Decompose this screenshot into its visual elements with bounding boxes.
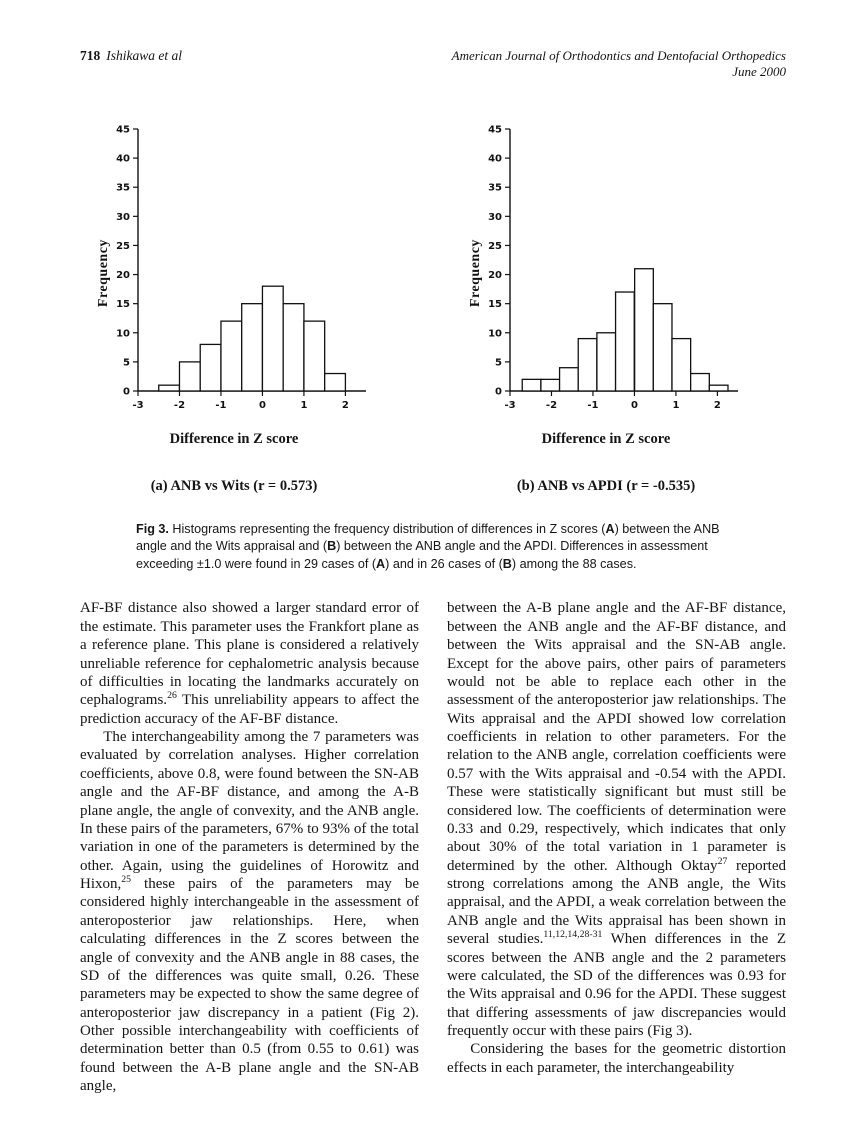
y-tick-label: 35: [116, 182, 130, 194]
journal-title: American Journal of Orthodontics and Dentofacial Orthopedics: [451, 48, 786, 63]
histogram-bar: [709, 385, 728, 391]
text-run: Fig 3.: [136, 521, 169, 536]
text-run: Histograms representing the frequency distribution of differences in Z scores (: [168, 521, 606, 536]
chart-caption-b: (b) ANB vs APDI (r = -0.535): [516, 477, 696, 494]
y-tick-label: 20: [116, 269, 130, 281]
x-axis-title-b: Difference in Z score: [541, 430, 671, 447]
paragraph: [447, 599, 786, 1040]
y-tick-label: 30: [488, 211, 502, 223]
histogram-bar: [283, 303, 304, 390]
reference-superscript: 25: [121, 874, 131, 885]
y-tick-label: 15: [116, 298, 130, 310]
figure-3: [80, 121, 786, 495]
x-tick-label: -1: [215, 399, 227, 411]
reference-superscript: 27: [717, 855, 728, 867]
x-tick-label: 2: [341, 399, 349, 411]
x-tick-label: 1: [300, 399, 308, 411]
text-run: A: [605, 521, 615, 536]
histogram-bar: [653, 303, 672, 390]
running-head: [80, 48, 786, 81]
x-tick-label: -3: [132, 399, 144, 411]
histogram-bar: [221, 321, 242, 391]
left-column: [80, 599, 419, 1095]
paragraph: [80, 599, 419, 728]
reference-superscript: 11,12,14,28-31: [543, 929, 603, 941]
text-run: This unreliability appears to affect the prediction accuracy of the AF-BF distance.: [80, 692, 419, 727]
x-tick-label: 2: [713, 399, 721, 411]
y-tick-label: 25: [488, 240, 502, 252]
page-number: 718: [80, 48, 101, 63]
y-tick-label: 10: [488, 327, 502, 339]
histogram-bar: [159, 385, 180, 391]
text-run: these pairs of the parameters may be considered highly interchangeable in the assessment of anteroposterior jaw relationships. Here, when calculating differences in the Z scores between the angle of convexity and the ANB angle in 88 cases, the SD of the differences was quite small, 0.26. These parameters may be expected to show the same degree of anteroposterior jaw discrepancy in a patient (Fig 2). Other possible interchangeability with coefficients of determination better than 0.5 (from 0.55 to 0.61) was found between the A-B plane angle and the SN-AB angle,: [80, 876, 419, 1095]
x-tick-label: 0: [630, 399, 638, 411]
histogram-b-canvas: [466, 121, 746, 421]
histogram-b: [456, 121, 756, 495]
histogram-bar: [560, 367, 579, 390]
histogram-bar: [522, 379, 541, 391]
histogram-bar: [200, 344, 221, 391]
histogram-bar: [672, 338, 691, 390]
histogram-bar: [304, 321, 325, 391]
running-head-right: [452, 48, 786, 81]
y-tick-label: 0: [495, 386, 502, 397]
chart-caption-a: (a) ANB vs Wits (r = 0.573): [150, 477, 318, 494]
text-run: B: [327, 539, 337, 554]
authors: Ishikawa et al: [106, 48, 182, 63]
y-tick-label: 40: [488, 153, 502, 165]
y-tick-label: 0: [123, 386, 130, 397]
y-tick-label: 15: [488, 298, 502, 310]
histogram-bar: [242, 303, 263, 390]
histogram-svg: [94, 121, 374, 421]
x-axis-title-a: Difference in Z score: [169, 430, 299, 447]
text-run: ) between the ANB angle and the Wits appraisal and (: [136, 521, 720, 554]
y-tick-label: 5: [495, 356, 502, 368]
histogram-bar: [578, 338, 597, 390]
y-tick-label: 35: [488, 182, 502, 194]
text-run: reported strong correlations among the ANB angle, the Wits appraisal, and the APDI, a weak correlation between the ANB angle and the Wits appraisal has been shown in several studies.: [447, 857, 786, 948]
text-run: The interchangeability among the 7 parameters was evaluated by correlation analyses. Higher correlation coefficients, above 0.8, were found between the SN-AB angle and the AF-BF distance, and among the A-B plane angle, the angle of convexity, and the ANB angle. In these pairs of the parameters, 67% to 93% of the total variation in one of the parameters is determined by the other. Again, using the guidelines of Horowitz and Hixon,: [80, 729, 419, 892]
y-tick-label: 40: [116, 153, 130, 165]
x-tick-label: -1: [587, 399, 599, 411]
text-run: Considering the bases for the geometric distortion effects in each parameter, the interchangeability: [447, 1041, 786, 1076]
histogram-svg: [466, 121, 746, 421]
histogram-bar: [179, 361, 200, 390]
body-text: [80, 599, 786, 1095]
x-tick-label: -2: [545, 399, 558, 411]
text-run: When differences in the Z scores between the ANB angle and the 2 parameters were calculated, the SD of the differences was 0.93 for the Wits appraisal and 0.96 for the APDI. These suggest that differing assessments of jaw discrepancies would frequently occur with these pairs (Fig 3).: [447, 931, 786, 1039]
reference-superscript: 26: [167, 690, 177, 702]
y-axis-title: Frequency: [96, 238, 111, 307]
text-run: AF-BF distance also showed a larger standard error of the estimate. This parameter uses the Frankfort plane as a reference plane. This plane is considered a relatively unreliable reference for cephalometric analysis because of difficulties in locating the landmarks accurately on cephalograms.: [80, 600, 419, 709]
x-tick-label: 1: [672, 399, 680, 411]
histogram-bar: [635, 268, 654, 390]
histogram-a-canvas: [94, 121, 374, 421]
running-head-left: [80, 48, 182, 64]
x-tick-label: -2: [173, 399, 186, 411]
y-tick-label: 45: [116, 124, 130, 135]
text-run: B: [502, 556, 512, 571]
right-column: [447, 599, 786, 1095]
text-run: ) among the 88 cases.: [511, 556, 637, 571]
histogram-bar: [616, 292, 635, 391]
text-run: between the A-B plane angle and the AF-BF distance, between the ANB angle and the AF-BF distance, and between the Wits appraisal and the SN-AB angle. Except for the above pairs, other pairs of parameters would not be able to replace each other in the assessment of the anteroposterior jaw relationships. The Wits appraisal and the APDI showed low correlation coefficients in relation to other parameters. For the relation to the ANB angle, correlation coefficients were 0.57 with the Wits appraisal and -0.54 with the APDI. These were statistically significant but must still be considered low. The coefficients of determination were 0.33 and 0.29, respectively, which indicates that only about 30% of the total variation in 1 parameter is determined by the other. Although Oktay: [447, 600, 786, 874]
histogram-bar: [541, 379, 560, 391]
y-tick-label: 30: [116, 211, 130, 223]
histogram-bar: [691, 373, 710, 390]
y-tick-label: 20: [488, 269, 502, 281]
text-run: A: [376, 556, 386, 571]
histogram-bar: [325, 373, 346, 390]
text-run: ) and in 26 cases of (: [385, 556, 503, 571]
histogram-a: [84, 121, 384, 495]
y-tick-label: 5: [123, 356, 130, 368]
text-run: ) between the ANB angle and the APDI. Differences in assessment exceeding ±1.0 were found in 29 cases of (: [136, 539, 708, 571]
histogram-bar: [262, 286, 283, 391]
paragraph: [447, 1040, 786, 1077]
figure-caption: [136, 521, 732, 574]
x-tick-label: -3: [504, 399, 516, 411]
y-axis-title: Frequency: [468, 238, 483, 307]
x-tick-label: 0: [258, 399, 266, 411]
y-tick-label: 10: [116, 327, 130, 339]
issue-date: June 2000: [732, 64, 786, 80]
histogram-bar: [597, 332, 616, 390]
paragraph: [80, 728, 419, 1096]
y-tick-label: 45: [488, 124, 502, 135]
y-tick-label: 25: [116, 240, 130, 252]
